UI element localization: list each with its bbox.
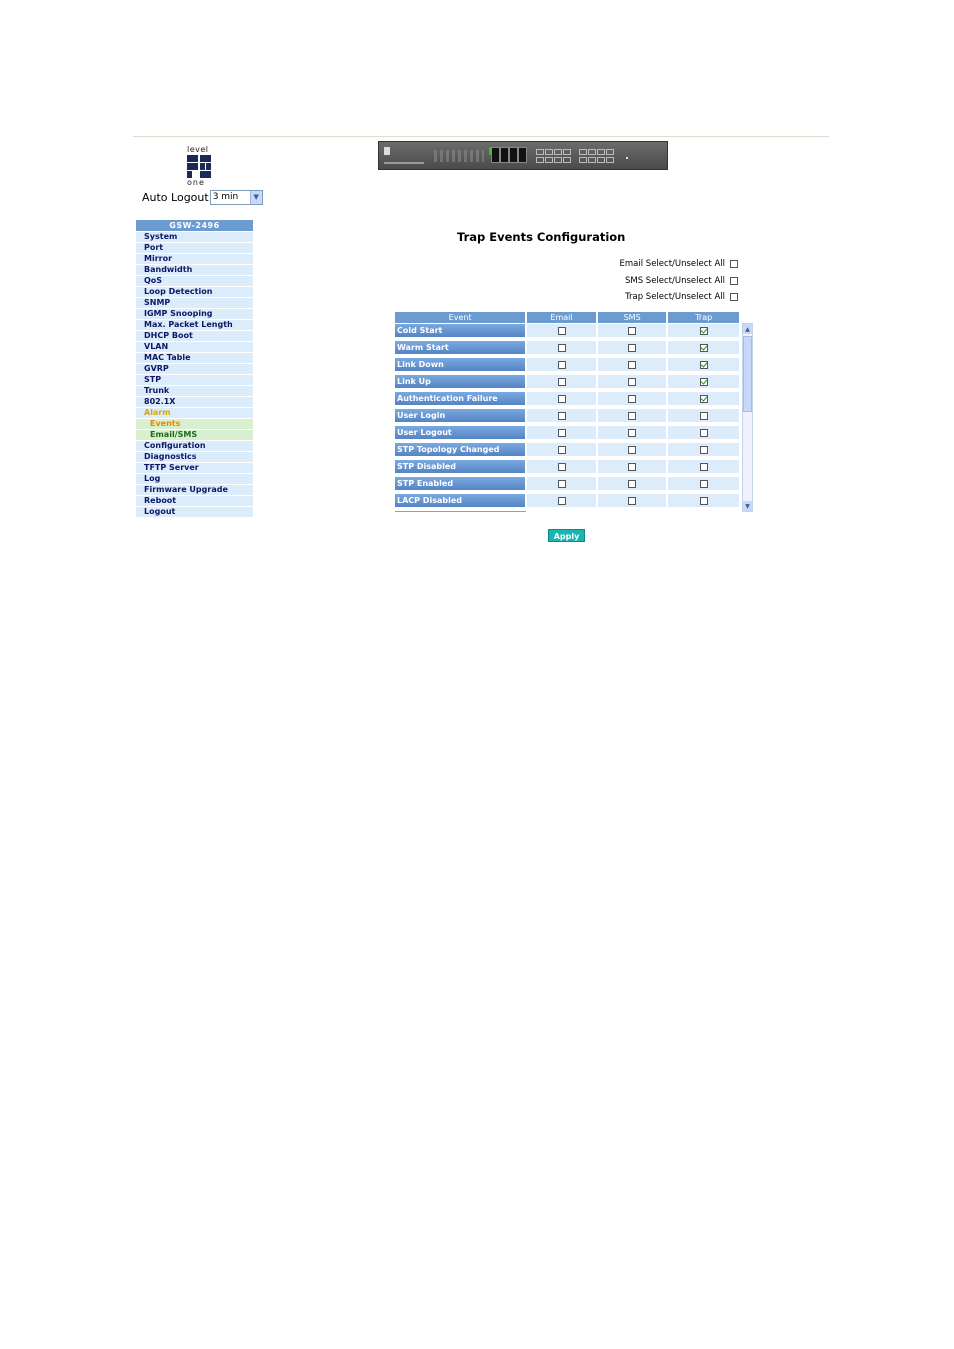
event-name-partial — [395, 511, 526, 512]
page-title: Trap Events Configuration — [457, 230, 626, 244]
sidebar-item-alarm[interactable]: Alarm — [136, 408, 253, 419]
logo-top-text: level — [187, 145, 209, 154]
trap-checkbox[interactable] — [700, 327, 708, 335]
sms-cell — [598, 426, 667, 442]
sidebar-item-snmp[interactable]: SNMP — [136, 298, 253, 309]
panel-port — [518, 147, 527, 163]
event-name: Warm Start — [395, 341, 525, 357]
sidebar-menu — [136, 220, 253, 518]
event-name: STP Disabled — [395, 460, 525, 476]
table-body — [395, 324, 741, 510]
email-cell — [527, 375, 596, 391]
email-checkbox[interactable] — [558, 361, 566, 369]
sms-checkbox[interactable] — [628, 412, 636, 420]
trap-cell — [668, 426, 739, 442]
trap-checkbox[interactable] — [700, 429, 708, 437]
event-name: Link Up — [395, 375, 525, 391]
sms-select-all-label: SMS Select/Unselect All — [624, 276, 725, 286]
sidebar-item-bandwidth[interactable]: Bandwidth — [136, 265, 253, 276]
trap-cell — [668, 494, 739, 510]
event-name: User Logout — [395, 426, 525, 442]
email-cell — [527, 494, 596, 510]
column-header-trap: Trap — [668, 312, 739, 323]
sidebar-item-mirror[interactable]: Mirror — [136, 254, 253, 265]
sidebar-item-tftp-server[interactable]: TFTP Server — [136, 463, 253, 474]
auto-logout-label: Auto Logout — [142, 191, 209, 204]
email-cell — [527, 409, 596, 425]
panel-port — [491, 147, 500, 163]
sms-checkbox[interactable] — [628, 480, 636, 488]
trap-select-all — [625, 291, 738, 303]
event-name: Cold Start — [395, 324, 525, 340]
panel-sfp-slot — [536, 149, 544, 155]
table-row — [395, 375, 741, 391]
auto-logout-select[interactable] — [210, 190, 263, 205]
trap-checkbox[interactable] — [700, 497, 708, 505]
sidebar-item-igmp-snooping[interactable]: IGMP Snooping — [136, 309, 253, 320]
email-select-all-checkbox[interactable] — [730, 260, 738, 268]
sms-checkbox[interactable] — [628, 429, 636, 437]
sms-cell — [598, 358, 667, 374]
email-select-all — [620, 258, 738, 270]
panel-sfp-slot — [588, 149, 596, 155]
table-row-partial — [395, 511, 741, 512]
trap-checkbox[interactable] — [700, 412, 708, 420]
sms-cell — [598, 375, 667, 391]
sidebar-item-stp[interactable]: STP — [136, 375, 253, 386]
panel-sfp-slot — [545, 157, 553, 163]
trap-checkbox[interactable] — [700, 378, 708, 386]
scroll-up-icon[interactable]: ▲ — [743, 324, 752, 334]
scroll-thumb[interactable] — [743, 336, 752, 412]
panel-sfp-slot — [554, 157, 562, 163]
table-row — [395, 358, 741, 374]
panel-sfp-slot — [563, 149, 571, 155]
trap-checkbox[interactable] — [700, 463, 708, 471]
sidebar-header: GSW-2496 — [136, 220, 253, 232]
panel-led-area — [434, 150, 484, 162]
panel-sfp-slot — [554, 149, 562, 155]
email-checkbox[interactable] — [558, 463, 566, 471]
email-checkbox[interactable] — [558, 327, 566, 335]
column-header-sms: SMS — [598, 312, 667, 323]
sms-cell — [598, 477, 667, 493]
top-divider — [133, 136, 829, 137]
sidebar-item-max-packet-length[interactable]: Max. Packet Length — [136, 320, 253, 331]
table-row — [395, 409, 741, 425]
sidebar-item-loop-detection[interactable]: Loop Detection — [136, 287, 253, 298]
trap-checkbox[interactable] — [700, 446, 708, 454]
sidebar-item-trunk[interactable]: Trunk — [136, 386, 253, 397]
sidebar-item-firmware-upgrade[interactable]: Firmware Upgrade — [136, 485, 253, 496]
panel-sfp-slot — [579, 149, 587, 155]
table-row — [395, 426, 741, 442]
sidebar-item-logout[interactable]: Logout — [136, 507, 253, 518]
email-cell — [527, 324, 596, 340]
trap-cell — [668, 477, 739, 493]
auto-logout-value: 3 min — [212, 192, 239, 202]
panel-sfp-slot — [597, 157, 605, 163]
chevron-down-icon[interactable]: ▼ — [250, 191, 262, 204]
panel-sfp-slot — [597, 149, 605, 155]
logo-grid-icon — [187, 155, 212, 178]
panel-sfp-slot — [606, 149, 614, 155]
trap-cell — [668, 375, 739, 391]
table-row — [395, 324, 741, 340]
panel-reset-dot — [626, 157, 628, 159]
panel-sfp-slot — [588, 157, 596, 163]
sidebar-item-gvrp[interactable]: GVRP — [136, 364, 253, 375]
sms-cell — [598, 460, 667, 476]
sms-cell — [598, 341, 667, 357]
table-row — [395, 341, 741, 357]
trap-cell — [668, 392, 739, 408]
trap-checkbox[interactable] — [700, 344, 708, 352]
event-name: LACP Disabled — [395, 494, 525, 510]
table-scrollbar[interactable] — [742, 323, 753, 512]
event-name: STP Topology Changed — [395, 443, 525, 459]
sms-cell — [598, 443, 667, 459]
panel-port — [509, 147, 518, 163]
scroll-down-icon[interactable]: ▼ — [743, 501, 752, 511]
sidebar-item-reboot[interactable]: Reboot — [136, 496, 253, 507]
email-cell — [527, 477, 596, 493]
sms-checkbox[interactable] — [628, 395, 636, 403]
trap-select-all-label: Trap Select/Unselect All — [625, 292, 725, 302]
email-cell — [527, 392, 596, 408]
sms-checkbox[interactable] — [628, 378, 636, 386]
sidebar-item-events[interactable]: Events — [136, 419, 253, 430]
sms-checkbox[interactable] — [628, 327, 636, 335]
panel-sfp-slot — [606, 157, 614, 163]
sms-cell — [598, 392, 667, 408]
event-name: User Login — [395, 409, 525, 425]
event-name: Link Down — [395, 358, 525, 374]
email-cell — [527, 460, 596, 476]
email-checkbox[interactable] — [558, 412, 566, 420]
sms-checkbox[interactable] — [628, 344, 636, 352]
panel-sfp-slot — [579, 157, 587, 163]
table-row — [395, 494, 741, 510]
trap-checkbox[interactable] — [700, 395, 708, 403]
panel-sfp-slot — [545, 149, 553, 155]
logo-bottom-text: one — [187, 178, 205, 187]
auto-logout — [142, 190, 263, 205]
email-checkbox[interactable] — [558, 480, 566, 488]
trap-cell — [668, 324, 739, 340]
sidebar-item-qos[interactable]: QoS — [136, 276, 253, 287]
sidebar-item-configuration[interactable]: Configuration — [136, 441, 253, 452]
column-header-event: Event — [395, 312, 525, 323]
email-cell — [527, 358, 596, 374]
sidebar-item-mac-table[interactable]: MAC Table — [136, 353, 253, 364]
sidebar-item-8021x[interactable]: 802.1X — [136, 397, 253, 408]
trap-cell — [668, 341, 739, 357]
sidebar-item-log[interactable]: Log — [136, 474, 253, 485]
switch-front-panel-image — [378, 141, 668, 170]
sms-cell — [598, 494, 667, 510]
sms-checkbox[interactable] — [628, 463, 636, 471]
trap-select-all-checkbox[interactable] — [730, 293, 738, 301]
trap-cell — [668, 443, 739, 459]
sms-checkbox[interactable] — [628, 446, 636, 454]
panel-sfp-slot — [563, 157, 571, 163]
levelone-logo — [186, 146, 218, 188]
table-row — [395, 392, 741, 408]
email-checkbox[interactable] — [558, 497, 566, 505]
email-cell — [527, 443, 596, 459]
panel-label-strip — [384, 162, 424, 164]
apply-button[interactable]: Apply — [548, 529, 585, 542]
email-checkbox[interactable] — [558, 395, 566, 403]
sms-cell — [598, 324, 667, 340]
event-name: Authentication Failure — [395, 392, 525, 408]
panel-logo-icon — [384, 147, 390, 155]
panel-sfp-slot — [536, 157, 544, 163]
table-row — [395, 460, 741, 476]
email-select-all-label: Email Select/Unselect All — [619, 259, 725, 269]
table-row — [395, 477, 741, 493]
email-checkbox[interactable] — [558, 446, 566, 454]
sidebar-item-dhcp-boot[interactable]: DHCP Boot — [136, 331, 253, 342]
email-checkbox[interactable] — [558, 378, 566, 386]
sidebar-item-vlan[interactable]: VLAN — [136, 342, 253, 353]
sms-checkbox[interactable] — [628, 497, 636, 505]
column-header-email: Email — [527, 312, 596, 323]
sms-checkbox[interactable] — [628, 361, 636, 369]
event-name: STP Enabled — [395, 477, 525, 493]
sidebar-item-email-sms[interactable]: Email/SMS — [136, 430, 253, 441]
email-checkbox[interactable] — [558, 344, 566, 352]
table-header-row — [395, 312, 741, 323]
sidebar-item-port[interactable]: Port — [136, 243, 253, 254]
sidebar-item-system[interactable]: System — [136, 232, 253, 243]
sms-select-all-checkbox[interactable] — [730, 277, 738, 285]
trap-events-table — [395, 312, 741, 512]
sms-cell — [598, 409, 667, 425]
panel-port — [500, 147, 509, 163]
sms-select-all — [625, 275, 738, 287]
email-checkbox[interactable] — [558, 429, 566, 437]
sidebar-item-diagnostics[interactable]: Diagnostics — [136, 452, 253, 463]
trap-cell — [668, 358, 739, 374]
trap-cell — [668, 460, 739, 476]
email-cell — [527, 426, 596, 442]
trap-checkbox[interactable] — [700, 361, 708, 369]
table-row — [395, 443, 741, 459]
trap-checkbox[interactable] — [700, 480, 708, 488]
trap-cell — [668, 409, 739, 425]
email-cell — [527, 341, 596, 357]
